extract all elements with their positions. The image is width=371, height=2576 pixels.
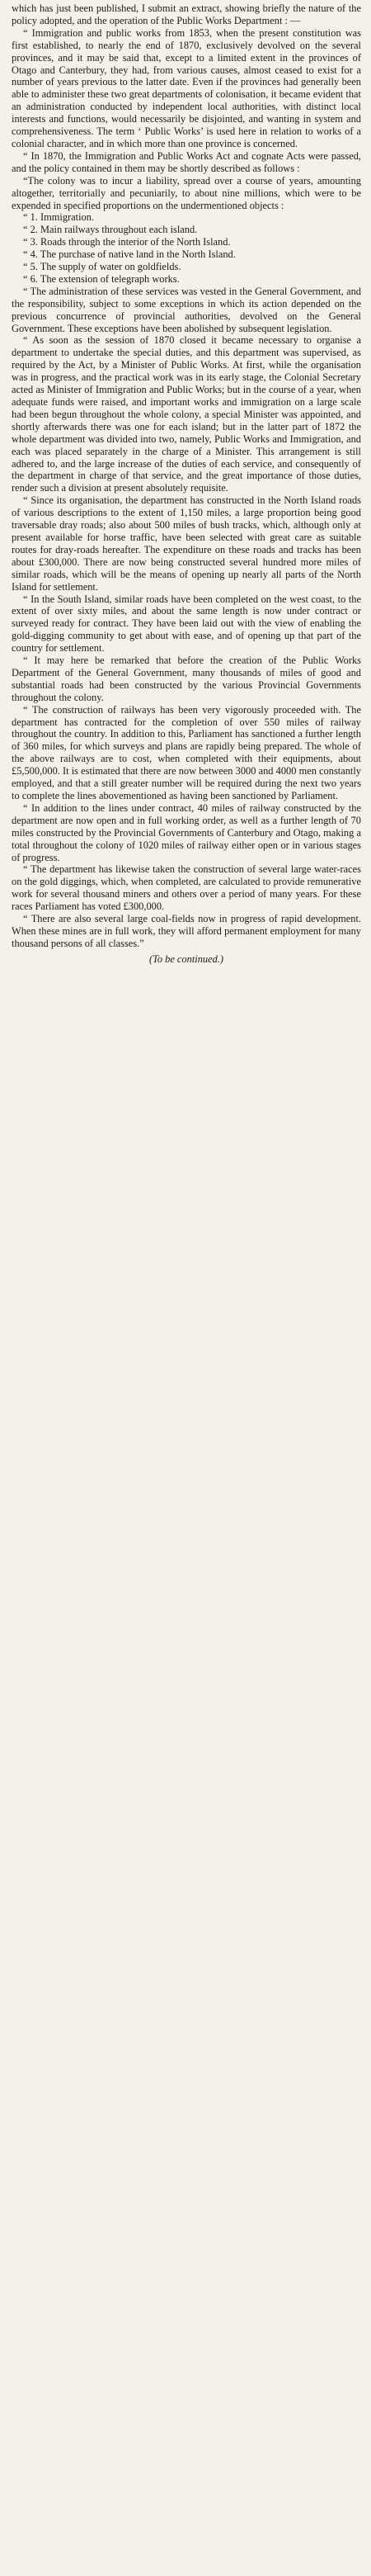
article-paragraph: “ The construction of railways has been very vigorously proceeded with. The department has contracted for the completion of over 550 miles of railway throughout the country. In addition to this, Parliament has sanctioned a further length of 360 miles, for which surveys and plans are rapidly being prepared. The whole of the above railways are to cost, when completed with their equipments, about £5,500,000. It is estimated that there are now between 3000 and 4000 men constantly employed, and that a still greater number will be required during the next two years to complete the lines abovementioned as having been sanctioned by Parliament.	[12, 703, 361, 801]
article-paragraph: “ The administration of these services was vested in the General Government, and the responsibility, subject to some exceptions in which its action depended on the previous concurrence of provincial authorities, devolved on the General Government. These exceptions have been abolished by subsequent legislation.	[12, 285, 361, 334]
article-paragraph: which has just been published, I submit an extract, showing briefly the nature of the policy adopted, and the operation of the Public Works Department : —	[12, 2, 361, 26]
article-paragraph: “ In the South Island, similar roads have been completed on the west coast, to the extent of over sixty miles, and about the same length is now under contract or surveyed ready for contract. They have been laid out with the view of enabling the gold-digging community to get about with ease, and of opening up that part of the country for settlement.	[12, 593, 361, 655]
article-paragraph: “ As soon as the session of 1870 closed it became necessary to organise a department to undertake the special duties, and this department was supervised, as required by the Act, by a Minister of Public Works. At first, while the organisation was in progress, and the practical work was in its early stage, the Colonial Secretary acted as Minister of Immigration and Public Works; but in the course of a year, when adequate funds were raised, and important works and immigration on a large scale had been begun throughout the whole colony, a special Minister was appointed, and shortly afterwards there was one for each island; but in the latter part of 1872 the whole department was divided into two, namely, Public Works and Immigration, and each was placed separately in the charge of a Minister. This arrangement is still adhered to, and the large increase of the duties of each service, and consequently of the department in charge of that service, and the great importance of those duties, render such a division at present absolutely requisite.	[12, 334, 361, 494]
article-paragraph: “ Immigration and public works from 1853, when the present constitution was first established, to nearly the end of 1870, exclusively devolved on the several provinces, and it may be said that, except to a limited extent in the provinces of Otago and Canterbury, they had, from various causes, almost ceased to exist for a number of years previous to the latter date. Even if the provinces had generally been able to administer these two great departments of colonisation, it became evident that an administration conducted by independent local authorities, with distinct local interests and functions, would necessarily be disjointed, and wanting in system and comprehensiveness. The term ‘ Public Works’ is used here in relation to works of a colonial character, and in which more than one province is concerned.	[12, 26, 361, 149]
list-item-north-island-roads: “ 3. Roads through the interior of the North Island.	[23, 236, 231, 248]
list-item-water-supply: “ 5. The supply of water on goldfields.	[23, 261, 181, 273]
article-paragraph: “The colony was to incur a liability, spread over a course of years, amounting altogether, territorially and pecuniarily, to about nine millions, which were to be expended in specified proportions on the undermentioned objects :	[12, 174, 361, 211]
article-paragraph: “ It may here be remarked that before the creation of the Public Works Department of the General Government, many thousands of miles of good and substantial roads had been constructed by the various Provincial Governments throughout the colony.	[12, 655, 361, 703]
list-item-immigration: “ 1. Immigration.	[23, 211, 95, 224]
list-item-native-land: “ 4. The purchase of native land in the North Island.	[23, 248, 236, 261]
list-item-main-railways: “ 2. Main railways throughout each island.	[23, 224, 198, 236]
article-paragraph: “ There are also several large coal-fields now in progress of rapid development. When these mines are in full work, they will afford permanent employment for many thousand persons of all classes.”	[12, 913, 361, 949]
article-paragraph: “ In 1870, the Immigration and Public Works Act and cognate Acts were passed, and the policy contained in them may be shortly described as follows :	[12, 149, 361, 174]
article-paragraph: “ In addition to the lines under contract, 40 miles of railway constructed by the department are now open and in full working order, as well as a further length of 70 miles constructed by the Provincial Governments of Canterbury and Otago, making a total throughout the colony of 1020 miles of railway either open or in various stages of progress.	[12, 801, 361, 863]
article-body	[12, 2, 361, 966]
article-paragraph: “ Since its organisation, the department has constructed in the North Island roads of various descriptions to the extent of 1,150 miles, a large proportion being good traversable dray roads; also about 500 miles of bush tracks, which, although only at present available for horse traffic, have been selected with great care as suitable routes for dray-roads hereafter. The expenditure on these roads and tracks has been about £300,000. There are now being constructed several hundred more miles of similar roads, which will be the means of opening up nearly all parts of the North Island for settlement.	[12, 494, 361, 593]
article-paragraph: “ The department has likewise taken the construction of several large water-races on the gold diggings, which, when completed, are calculated to provide remunerative work for several thousand miners and others over a period of many years. For these races Parliament has voted £300,000.	[12, 863, 361, 913]
to-be-continued-note: (To be continued.)	[148, 952, 224, 965]
list-item-telegraph: “ 6. The extension of telegraph works.	[23, 272, 180, 285]
